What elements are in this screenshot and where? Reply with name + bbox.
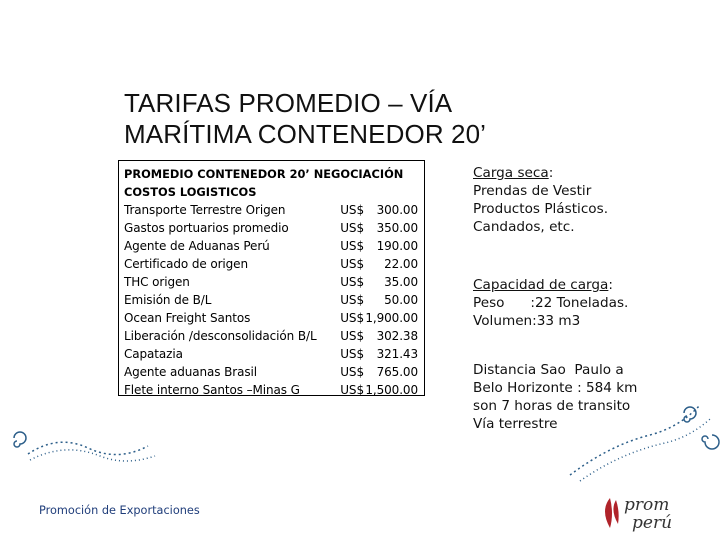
cost-row — [124, 219, 418, 237]
cost-row-currency: US$ — [340, 311, 364, 325]
cost-row-value — [336, 363, 418, 381]
title-line-2: MARÍTIMA CONTENEDOR 20’ — [124, 119, 487, 149]
cost-row-value — [336, 237, 418, 255]
cost-row-label: Ocean Freight Santos — [124, 311, 251, 325]
distance-line: Vía terrestre — [473, 416, 558, 432]
cargo-section — [473, 164, 713, 236]
cargo-heading — [473, 164, 713, 182]
cost-row-value — [336, 381, 418, 399]
distance-line: son 7 horas de transito — [473, 398, 631, 414]
cost-rows — [124, 201, 418, 399]
cost-row-amount: 350.00 — [376, 221, 418, 235]
cost-row-value — [336, 273, 418, 291]
svg-text:perú: perú — [632, 513, 673, 533]
cost-row-value — [336, 327, 418, 345]
distance-line: Distancia Sao Paulo a — [473, 362, 624, 378]
cost-row-currency: US$ — [340, 347, 364, 361]
cost-row-amount: 22.00 — [384, 257, 418, 271]
capacity-weight: Peso :22 Toneladas. — [473, 295, 629, 311]
cost-row-currency: US$ — [340, 239, 364, 253]
cost-row-label: Liberación /desconsolidación B/L — [124, 329, 317, 343]
cargo-heading-colon: : — [548, 165, 554, 181]
cost-row — [124, 327, 418, 345]
cost-row — [124, 309, 418, 327]
cargo-line: Candados, etc. — [473, 219, 575, 235]
title-line-1: TARIFAS PROMEDIO – VÍA — [124, 88, 453, 118]
cost-row-currency: US$ — [340, 383, 364, 397]
spiral-icon — [702, 435, 719, 449]
cargo-line: Productos Plásticos. — [473, 201, 609, 217]
capacity-heading-label: Capacidad de carga — [473, 277, 609, 293]
promperu-logo-icon — [596, 490, 676, 534]
cost-row — [124, 345, 418, 363]
cost-row — [124, 273, 418, 291]
cargo-line: Prendas de Vestir — [473, 183, 592, 199]
cost-table-subheader: COSTOS LOGISTICOS — [124, 185, 257, 199]
cost-row-currency: US$ — [340, 203, 364, 217]
cost-table-header: PROMEDIO CONTENEDOR 20’ NEGOCIACIÓN — [124, 167, 404, 181]
capacity-heading — [473, 276, 713, 294]
cost-row-currency: US$ — [340, 257, 364, 271]
cost-row-amount: 50.00 — [384, 293, 418, 307]
capacity-heading-colon: : — [608, 277, 613, 293]
cargo-heading-label: Carga seca — [473, 165, 549, 181]
capacity-section — [473, 276, 713, 330]
cost-row-label: Certificado de origen — [124, 257, 248, 271]
cost-row-value — [336, 255, 418, 273]
cost-row-amount: 321.43 — [376, 347, 418, 361]
svg-text:prom: prom — [624, 495, 670, 515]
capacity-volume: Volumen:33 m3 — [473, 313, 581, 329]
cost-row-amount: 190.00 — [376, 239, 418, 253]
cost-row-currency: US$ — [340, 365, 364, 379]
cost-row-amount: 35.00 — [384, 275, 418, 289]
spiral-icon — [14, 432, 26, 447]
cost-row-currency: US$ — [340, 275, 364, 289]
cost-row-currency: US$ — [340, 221, 364, 235]
cost-row-currency: US$ — [340, 293, 364, 307]
cost-row — [124, 237, 418, 255]
cost-row-amount: 300.00 — [376, 203, 418, 217]
distance-line: Belo Horizonte : 584 km — [473, 380, 638, 396]
cost-row — [124, 381, 418, 399]
cost-row-label: Flete interno Santos –Minas G — [124, 383, 300, 397]
cost-table — [118, 160, 425, 396]
cost-row — [124, 291, 418, 309]
cost-row-amount: 302.38 — [376, 329, 418, 343]
cost-row-label: Capatazia — [124, 347, 183, 361]
cost-row-value — [336, 291, 418, 309]
cost-row-amount: 765.00 — [376, 365, 418, 379]
right-swirl-decoration — [560, 395, 720, 485]
cost-row-label: THC origen — [124, 275, 190, 289]
cost-row-label: Transporte Terrestre Origen — [124, 203, 286, 217]
footer-text: Promoción de Exportaciones — [39, 504, 200, 517]
promperu-logo — [596, 490, 676, 534]
cost-row-value — [336, 219, 418, 237]
cost-row-label: Agente aduanas Brasil — [124, 365, 258, 379]
slide-title — [124, 88, 644, 150]
cost-row-label: Agente de Aduanas Perú — [124, 239, 270, 253]
cost-row-currency: US$ — [340, 329, 364, 343]
cost-row-value — [336, 345, 418, 363]
cost-row-amount: 1,900.00 — [365, 311, 418, 325]
cost-row-value — [336, 309, 418, 327]
cost-row-value — [336, 201, 418, 219]
cost-row-label: Gastos portuarios promedio — [124, 221, 289, 235]
cost-row-amount: 1,500.00 — [365, 383, 418, 397]
cost-row — [124, 255, 418, 273]
cost-row-label: Emisión de B/L — [124, 293, 212, 307]
left-swirl-decoration — [0, 420, 160, 480]
cost-row — [124, 363, 418, 381]
cost-row — [124, 201, 418, 219]
